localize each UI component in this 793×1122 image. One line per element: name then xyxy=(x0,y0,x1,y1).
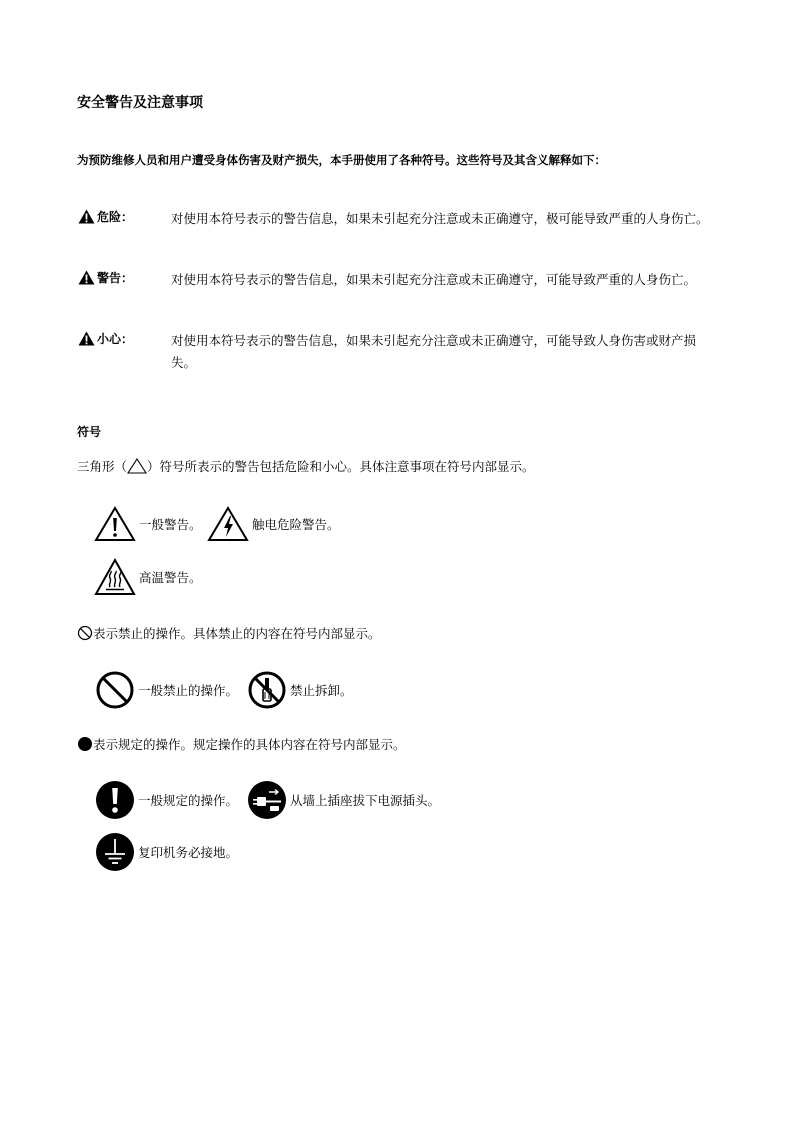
level-warning-label: 警告 ： xyxy=(78,269,133,286)
unplug-item: 从墙上插座拔下电源插头。 xyxy=(247,780,440,820)
hot-surface-icon xyxy=(94,558,136,596)
ground-icon xyxy=(95,832,135,872)
triangle-description: 三角形（ ）符号所表示的警告包括危险和小心。具体注意事项在符号内部显示。 xyxy=(77,459,535,474)
warning-triangle-icon xyxy=(78,209,95,224)
no-disassembly-icon xyxy=(247,670,287,710)
high-temperature-warning-item: 高温警告。 xyxy=(94,558,202,596)
general-warning-item: 一般警告。 xyxy=(94,506,202,542)
required-description: 表示规定的操作。规定操作的具体内容在符号内部显示。 xyxy=(77,735,406,753)
triangle-outline-icon xyxy=(127,458,147,474)
filled-circle-icon xyxy=(77,736,93,752)
electric-shock-warning-item: 触电危险警告。 xyxy=(207,506,340,542)
level-caution-label: 小心 ： xyxy=(78,330,133,347)
level-caution-text: 对使用本符号表示的警告信息，如果未引起充分注意或未正确遵守，可能导致人身伤害或财产损失。 xyxy=(171,333,697,370)
intro-text: 为预防维修人员和用户遭受身体伤害及财产损失，本手册使用了各种符号。这些符号及其含义解释如下： xyxy=(77,153,606,167)
warning-triangle-icon xyxy=(78,331,95,346)
prohibition-icon xyxy=(77,625,93,641)
level-danger-text: 对使用本符号表示的警告信息，如果未引起充分注意或未正确遵守，极可能导致严重的人身伤亡。 xyxy=(171,211,709,226)
general-warning-icon xyxy=(94,506,136,542)
level-danger-label: 危险 ： xyxy=(78,208,133,225)
ground-required-item: 复印机务必接地。 xyxy=(95,832,238,872)
unplug-icon xyxy=(247,780,287,820)
general-prohibition-icon xyxy=(95,670,135,710)
level-warning-text: 对使用本符号表示的警告信息，如果未引起充分注意或未正确遵守，可能导致严重的人身伤亡。 xyxy=(171,272,697,287)
electric-shock-icon xyxy=(207,506,249,542)
general-required-item: 一般规定的操作。 xyxy=(95,780,238,820)
symbols-heading: 符号 xyxy=(77,425,102,439)
page-title: 安全警告及注意事项 xyxy=(77,95,203,111)
no-disassembly-item: 禁止拆卸。 xyxy=(247,670,353,710)
warning-triangle-icon xyxy=(78,270,95,285)
general-prohibition-item: 一般禁止的操作。 xyxy=(95,670,238,710)
prohibition-description: 表示禁止的操作。具体禁止的内容在符号内部显示。 xyxy=(77,624,381,642)
exclamation-circle-icon xyxy=(95,780,135,820)
